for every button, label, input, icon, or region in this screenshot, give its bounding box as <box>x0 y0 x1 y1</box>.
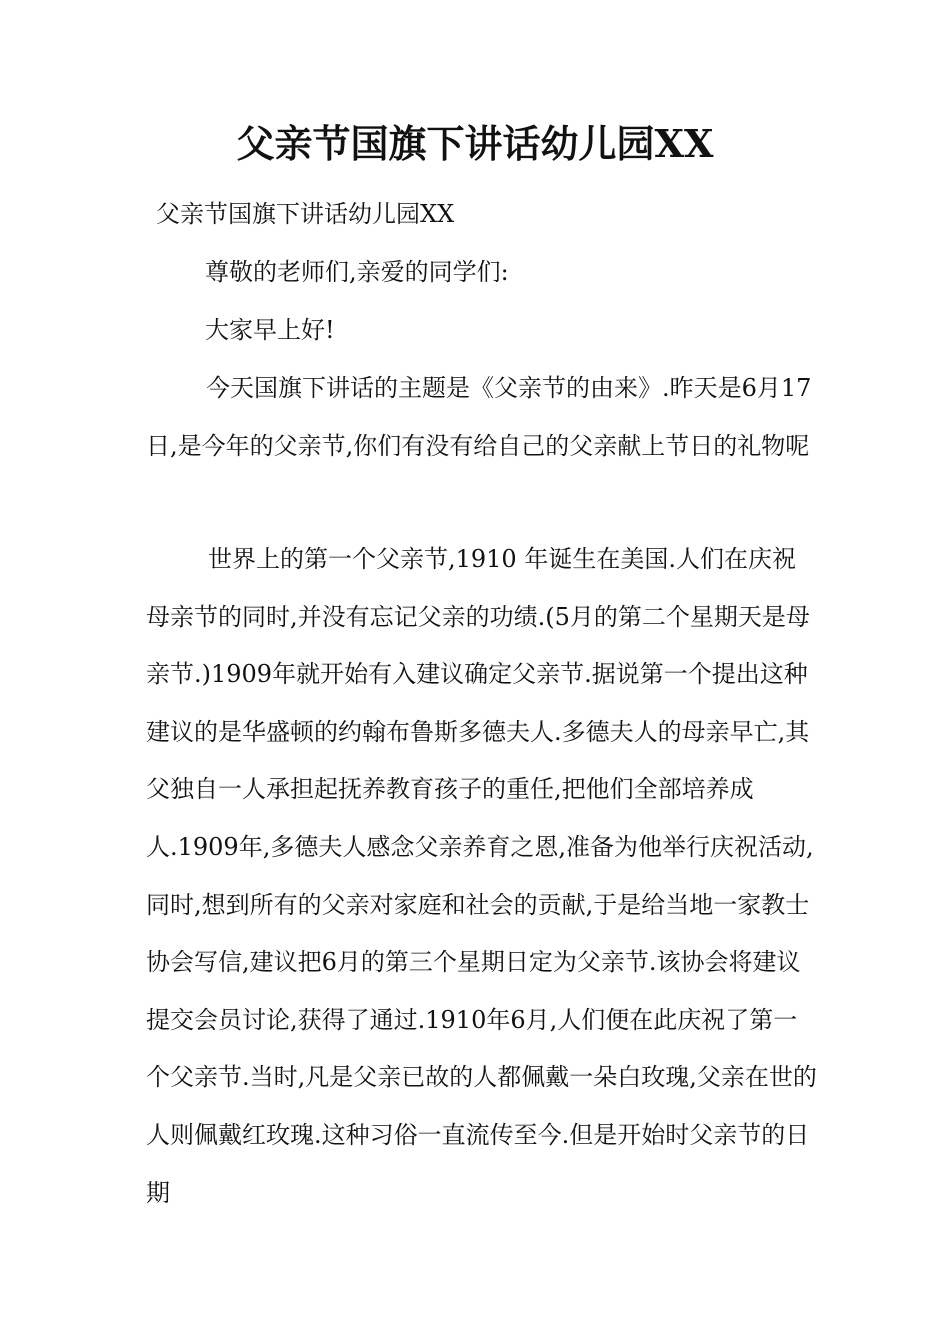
greeting-line-1: 尊敬的老师们,亲爱的同学们: <box>205 258 509 286</box>
document-title: 父亲节国旗下讲话幼儿园XX <box>236 121 714 166</box>
document-subtitle: 父亲节国旗下讲话幼儿园XX <box>156 200 455 228</box>
paragraph-2: 世界上的第一个父亲节,1910 年诞生在美国.人们在庆祝母亲节的同时,并没有忘记父亲的功绩.(5月的第二个星期天是母亲节.)1909年就开始有入建议确定父亲节.据说第一个提出这种建议的是华盛顿的约翰布鲁斯多德夫人.多德夫人的母亲早亡,其父独自一人承担起抚养教育孩子的重任,把他们全部培养成人.1909年,多德夫人感念父亲养育之恩,准备为他举行庆祝活动,同时,想到所有的父亲对家庭和社会的贡献,于是给当地一家教士协会写信,建议把6月的第三个星期日定为父亲节.该协会将建议提交会员讨论,获得了通过.1910年6月,人们便在此庆祝了第一个父亲节.当时,凡是父亲已故的人都佩戴一朵白玫瑰,父亲在世的人则佩戴红玫瑰.这种习俗一直流传至今.但是开始时父亲节的日期 <box>146 545 817 1207</box>
greeting-line-2: 大家早上好! <box>205 316 335 344</box>
paragraph-1: 今天国旗下讲话的主题是《父亲节的由来》.昨天是6月17日,是今年的父亲节,你们有没有给自己的父亲献上节日的礼物呢 <box>146 374 812 460</box>
